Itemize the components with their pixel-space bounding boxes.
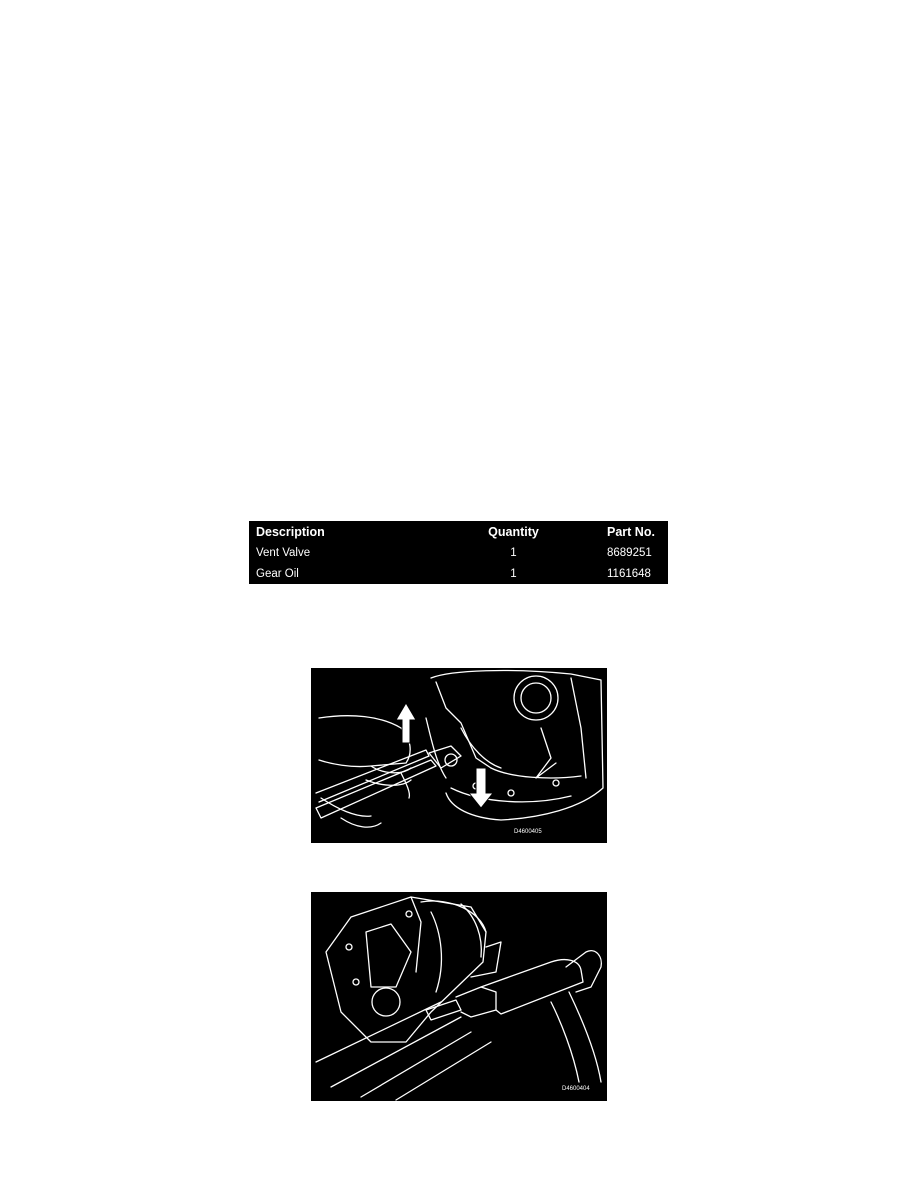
header-part-no: Part No. xyxy=(607,524,655,539)
cell-quantity: 1 xyxy=(510,546,517,559)
figure-id-label: D4600405 xyxy=(514,829,542,835)
table-row xyxy=(249,563,668,584)
cell-part-no: 8689251 xyxy=(607,546,652,559)
axle-housing-icon xyxy=(426,671,603,820)
cell-quantity: 1 xyxy=(510,567,517,580)
header-description: Description xyxy=(256,524,325,539)
header-quantity: Quantity xyxy=(488,524,539,539)
cell-description: Gear Oil xyxy=(256,567,299,580)
cell-part-no: 1161648 xyxy=(607,567,651,580)
cell-description: Vent Valve xyxy=(256,546,311,559)
arrow-down-icon xyxy=(469,768,493,808)
vent-valve-removal-illustration xyxy=(311,668,607,843)
table-header-row xyxy=(249,521,668,542)
oil-gun-icon xyxy=(426,951,601,1082)
vent-valve-removal-figure xyxy=(311,668,607,843)
parts-table xyxy=(249,521,668,584)
gear-oil-filling-figure xyxy=(311,892,607,1101)
gear-oil-filling-illustration xyxy=(311,892,607,1101)
table-row xyxy=(249,542,668,563)
arrow-up-icon xyxy=(396,703,416,743)
axle-housing-icon xyxy=(326,897,501,1042)
figure-id-label: D4600404 xyxy=(562,1086,590,1092)
